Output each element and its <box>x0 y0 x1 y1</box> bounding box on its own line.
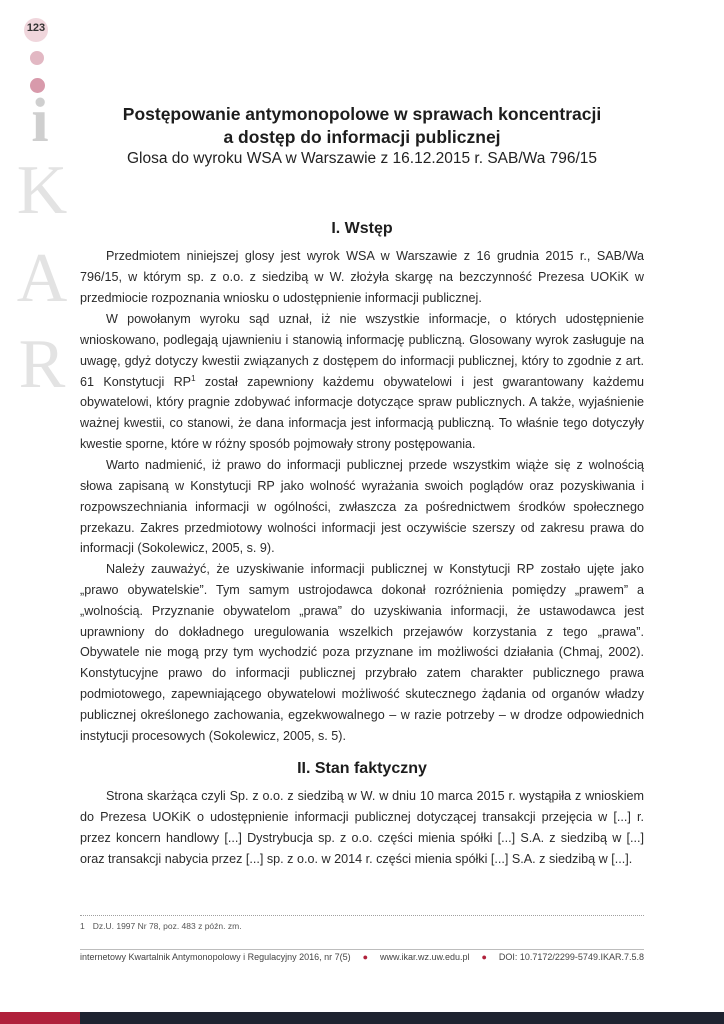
article-title-line-2: a dostęp do informacji publicznej <box>223 127 501 147</box>
footer-bullet-icon: ● <box>481 952 487 962</box>
section-heading-intro: I. Wstęp <box>331 220 393 237</box>
footnote-mark: 1 <box>80 921 85 931</box>
logo-letter-k: K <box>16 152 68 229</box>
footer-doi[interactable]: DOI: 10.7172/2299-5749.IKAR.7.5.8 <box>498 952 644 962</box>
footer-divider <box>80 949 644 950</box>
footnote-divider <box>80 915 644 916</box>
section-heading-facts: II. Stan faktyczny <box>297 760 427 777</box>
footnote-ref: 1 <box>191 373 196 383</box>
page-footer <box>80 952 644 962</box>
footer-website-link[interactable]: www.ikar.wz.uw.edu.pl <box>379 952 470 962</box>
facts-paragraph-1: Strona skarżąca czyli Sp. z o.o. z siedzibą w W. w dniu 10 marca 2015 r. wystąpiła z wnioskiem do Prezesa UOKiK o udostępnienie informacji publicznej dotyczącej transakcji przejęcia w [...] r. przez koncern handlowy [...] Dystrybucja sp. z o.o. części mienia spółki [...] S.A. z siedzibą w [...] oraz transakcji nabycia przez [...] sp. z o.o. w 2014 r. części mienia spółki [...] S.A. z siedzibą w [...]. <box>80 789 644 866</box>
article-subtitle: Glosa do wyroku WSA w Warszawie z 16.12.2015 r. SAB/Wa 796/15 <box>126 150 598 167</box>
intro-paragraph-2 <box>80 309 644 455</box>
bottom-dark-bar <box>80 1012 724 1024</box>
footer-journal: internetowy Kwartalnik Antymonopolowy i Regulacyjny 2016, nr 7(5) <box>80 952 351 962</box>
intro-paragraph-3: Warto nadmienić, iż prawo do informacji publicznej przede wszystkim wiąże się z wolnością słowa zapisaną w Konstytucji RP jako wolność wyrażania swoich poglądów oraz pozyskiwania i rozpowszechniania informacji w ogólności, zwłaszcza za pośrednictwem środków społecznego przekazu. Zakres przedmiotowy wolności informacji jest oczywiście szerszy od zakresu prawa do informacji (Sokolewicz, 2005, s. 9). <box>80 458 644 556</box>
logo-dot-light <box>30 51 44 65</box>
page-number: 123 <box>26 22 46 34</box>
footer-bullet-icon: ● <box>362 952 369 962</box>
logo-letter-a: A <box>16 240 68 317</box>
bottom-accent-bar <box>0 1012 80 1024</box>
article-title-line-1: Postępowanie antymonopolowe w sprawach koncentracji <box>122 104 602 124</box>
intro-paragraph-2-text-b: został zapewniony każdemu obywatelowi i jest gwarantowany każdemu obywatelowi, który pragnie zdobywać informacje dotyczące spraw publicznych. A także, wyjaśnienie ważnej kwestii, co stanowi, że dana informacja jest informacją publiczną. To właśnie tego dotyczyły kwestie sporne, które w różny sposób pojmowały strony postępowania. <box>80 374 645 452</box>
intro-paragraph-2-text-a: W powołanym wyroku sąd uznał, iż nie wszystkie informacje, o których udostępnienie wnioskowano, podlegają ujawnieniu i stanowią informację publiczną. Glosowany wyrok zasługuje na uwagę, gdyż dotyczy kwestii związanych z dostępem do informacji publicznej, który to zgodnie z art. 61 Konstytucji RP <box>80 312 644 389</box>
footnote-text: Dz.U. 1997 Nr 78, poz. 483 z późn. zm. <box>92 921 242 931</box>
logo-letter-r: R <box>18 326 66 403</box>
article-title <box>80 103 644 149</box>
intro-paragraph-1: Przedmiotem niniejszej glosy jest wyrok WSA w Warszawie z 16 grudnia 2015 r., SAB/Wa 796/15, w którym sp. z o.o. z siedzibą w W. złożyła skargę na bezczynność Prezesa UOKiK w przedmiocie rozpoznania wniosku o udostępnienie informacji publicznej. <box>80 249 644 305</box>
footnote <box>80 921 242 931</box>
logo-letter-i: i <box>31 87 49 155</box>
intro-paragraph-4: Należy zauważyć, że uzyskiwanie informacji publicznej w Konstytucji RP zostało ujęte jako „prawo obywatelskie”. Tym samym ustrojodawca dokonał rozróżnienia pomiędzy „prawem” a „wolnością. Przyznanie obywatelom „prawa” do uzyskiwania informacji, że ustawodawca jest uprawniony do dokładnego uregulowania wszelkich przejawów korzystania z tego „prawa”. Obywatele nie mogą przy tym wychodzić poza przyznane im możliwości działania (Chmaj, 2002). Konstytucyjne prawo do informacji publicznej przybrało zatem charakter publicznego prawa podmiotowego, zapewniającego obywatelowi możliwość skutecznego żądania od organów władzy publicznej określonego zachowania, egzekwowalnego – w razie potrzeby – w drodze odpowiednich instytucji procesowych (Sokolewicz, 2005, s. 5). <box>80 562 644 743</box>
